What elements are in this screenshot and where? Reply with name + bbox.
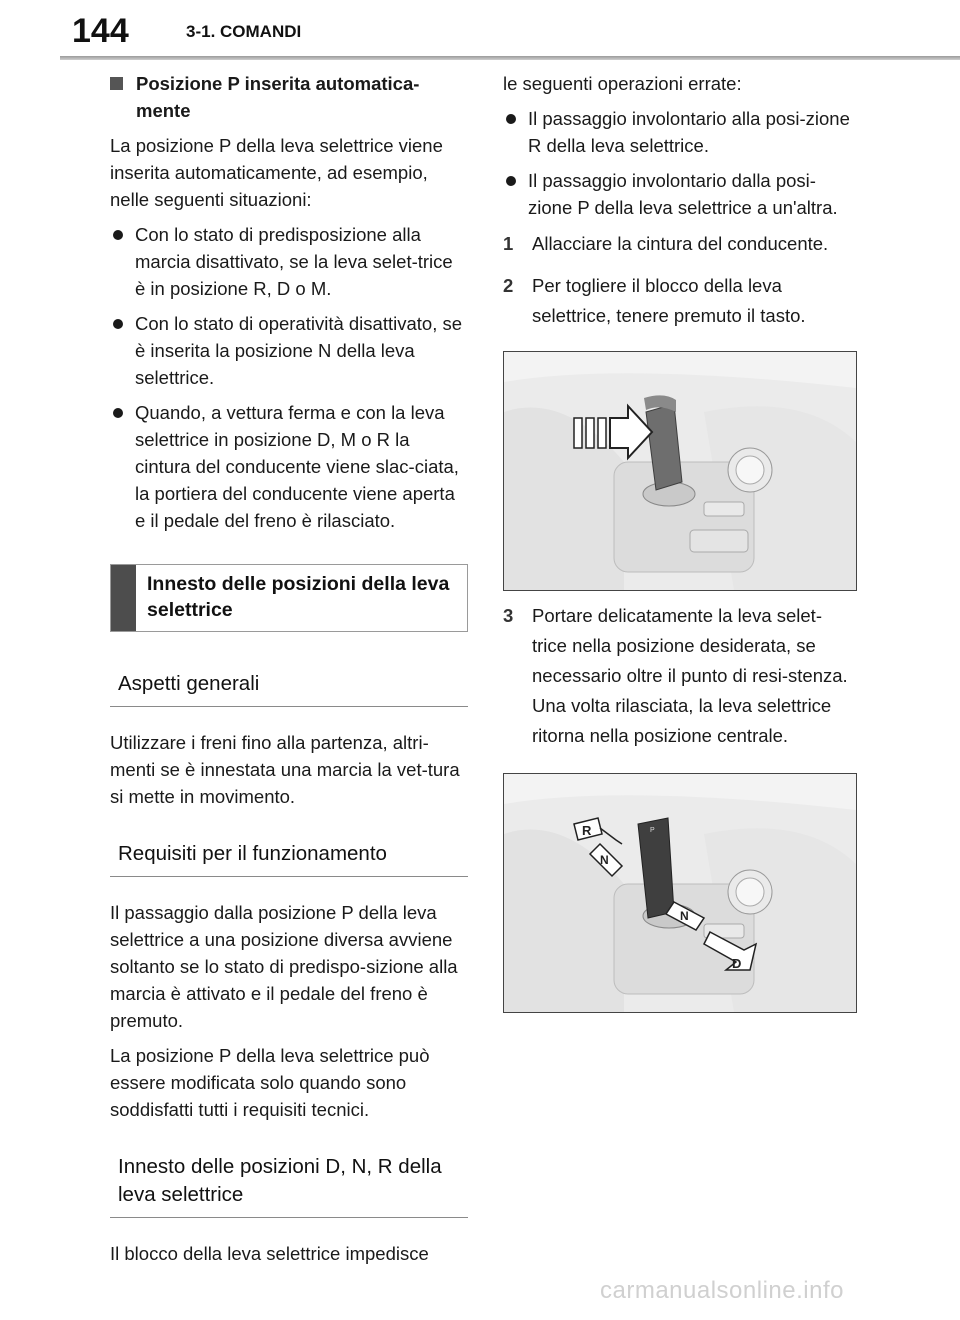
bullet-dot-icon	[113, 230, 123, 240]
list-item: Quando, a vettura ferma e con la leva selettrice in posizione D, M o R la cintura del conducente viene slac-ciata, la portiera del conducente viene aperta e il pedale del freno è rilasciato.	[110, 399, 468, 534]
subheading-text: Posizione P inserita automatica-mente	[136, 73, 420, 121]
svg-text:N: N	[600, 853, 609, 867]
step-item: 3 Portare delicatamente la leva selet-trice nella posizione desiderata, se necessario oltre il punto di resi-stenza. Una volta rilasciata, la leva selettrice ritorna nella posizione centrale.	[503, 601, 855, 751]
subsection-general: Aspetti generali	[110, 662, 468, 707]
svg-text:P: P	[650, 827, 655, 834]
bullet-dot-icon	[506, 176, 516, 186]
list-item: Con lo stato di operatività disattivato, se è inserita la posizione N della leva selettrice.	[110, 310, 468, 391]
intro-paragraph: La posizione P della leva selettrice viene inserita automaticamente, ad esempio, nelle seguenti situazioni:	[110, 135, 443, 210]
bullet-dot-icon	[113, 408, 123, 418]
page-number: 144	[72, 12, 129, 50]
step-number: 1	[503, 233, 514, 254]
list-item: Con lo stato di predisposizione alla marcia disattivato, se la leva selet-trice è in posizione R, D o M.	[110, 221, 468, 302]
section-title: Innesto delle posizioni della leva selettrice	[147, 573, 450, 621]
paragraph: Il blocco della leva selettrice impedisce	[110, 1243, 429, 1264]
svg-text:R: R	[582, 823, 592, 838]
subsection-requirements: Requisiti per il funzionamento	[110, 832, 468, 877]
list-item: Il passaggio involontario dalla posi-zione P della leva selettrice a un'altra.	[503, 167, 855, 221]
chapter-title: 3-1. COMANDI	[186, 22, 302, 41]
bullet-dot-icon	[113, 319, 123, 329]
subsection-shift-dnr: Innesto delle posizioni D, N, R della leva selettrice	[110, 1145, 468, 1218]
step-item: 2 Per togliere il blocco della leva selettrice, tenere premuto il tasto.	[503, 271, 855, 331]
continued-paragraph: le seguenti operazioni errate:	[503, 73, 742, 94]
section-bar	[111, 565, 136, 631]
figure-lever-unlock	[503, 351, 857, 591]
step-item: 1 Allacciare la cintura del conducente.	[503, 229, 855, 259]
header-rule	[60, 56, 960, 60]
figure-lever-positions	[503, 773, 857, 1013]
step-number: 2	[503, 275, 514, 296]
section-heading-box	[110, 564, 468, 632]
bullet-dot-icon	[506, 114, 516, 124]
right-column	[503, 70, 855, 1013]
square-bullet-icon	[110, 77, 123, 90]
gear-lever-unlock-illustration	[504, 352, 856, 590]
list-item: Il passaggio involontario alla posi-zione R della leva selettrice.	[503, 105, 855, 159]
step-number: 3	[503, 605, 514, 626]
gear-lever-positions-illustration	[504, 774, 856, 1012]
paragraph: Utilizzare i freni fino alla partenza, altri-menti se è innestata una marcia la vet-tura si mette in movimento.	[110, 732, 460, 807]
svg-text:N: N	[680, 909, 689, 923]
page-header	[0, 0, 960, 64]
left-column	[110, 70, 468, 1275]
paragraph: La posizione P della leva selettrice può essere modificata solo quando sono soddisfatti tutti i requisiti tecnici.	[110, 1045, 430, 1120]
subheading-auto-p	[110, 70, 468, 124]
paragraph: Il passaggio dalla posizione P della leva selettrice a una posizione diversa avviene soltanto se lo stato di predispo-sizione alla marcia è attivato e il pedale del freno è premuto.	[110, 902, 458, 1031]
svg-text:D: D	[732, 956, 742, 971]
watermark: carmanualsonline.info	[600, 1277, 844, 1304]
